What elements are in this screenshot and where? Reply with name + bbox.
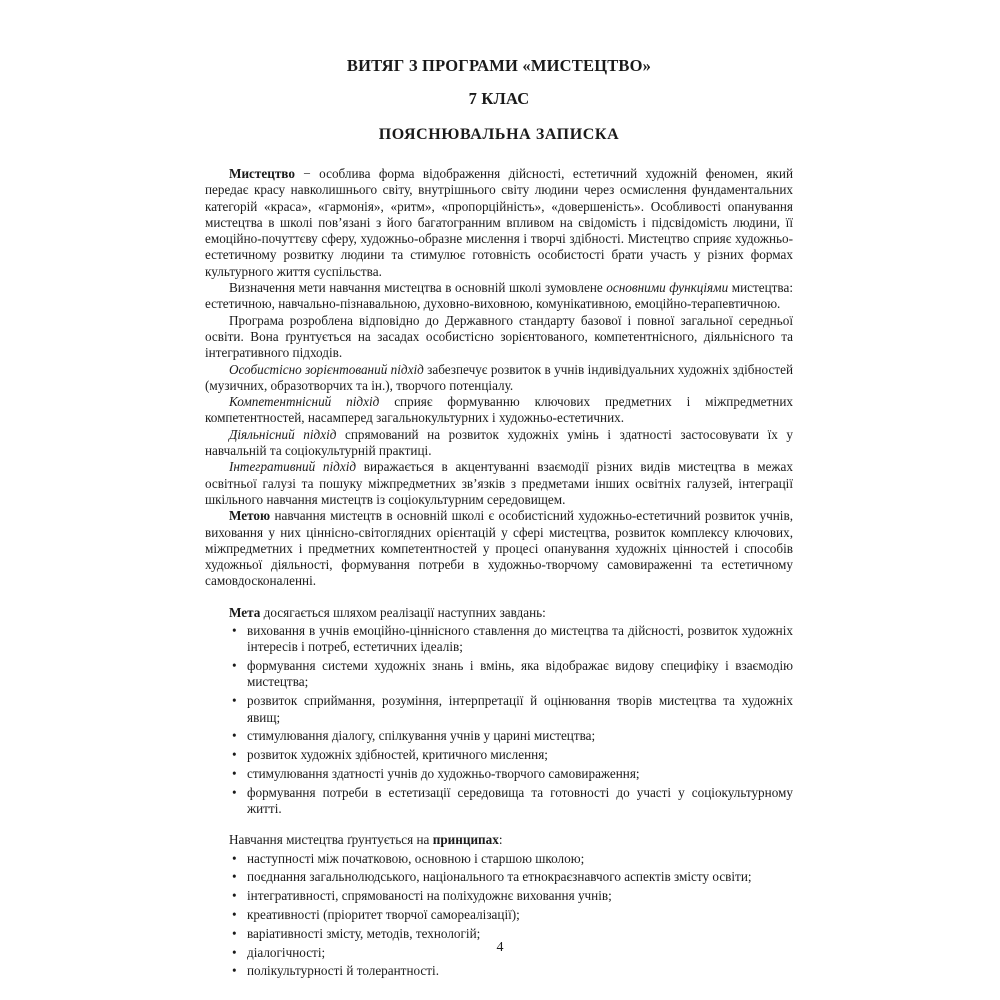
paragraph-art-definition: Мистецтво − особлива форма відображення дійсності, естетичний художній феномен, який передає красу навколишнього світу, внутрішнього світу людини через осмислення фундаментальних категорій «краса», «гармонія», «ритм», «пропорційність», «довершеність». Особливості опанування мистецтва в школі пов’язані з його багатогранним впливом на свідомість і підсвідомість людини, її емоційно-почуттєву сферу, художньо-образне мислення і творчі здібності. Мистецтво сприяє художньо-естетичному розвитку людини та стимулює готовність особистості брати участь у різних формах культурного життя суспільства. <box>205 166 793 279</box>
list-item: • формування потреби в естетизації середовища та готовності до участі у соціокультурному житті. <box>232 784 793 816</box>
principles-list <box>205 851 793 980</box>
list-item: • інтегративності, спрямованості на поліхудожнє виховання учнів; <box>232 888 612 904</box>
term-goal: Метою <box>229 508 271 524</box>
list-item: • полікультурності й толерантності. <box>232 963 440 979</box>
bullet-icon: • <box>232 765 237 781</box>
body-text <box>205 166 793 980</box>
list-item: • креативності (пріоритет творчої самореалізації); <box>232 906 520 922</box>
paragraph-activity-approach: Діяльнісний підхід спрямований на розвиток художніх умінь і здатності застосовувати їх у навчальній та соціокультурній практиці. <box>205 426 794 459</box>
bullet-icon: • <box>232 888 237 904</box>
list-item: • наступності між початковою, основною і старшою школою; <box>232 850 585 866</box>
bullet-icon: • <box>232 850 237 866</box>
bullet-icon: • <box>232 963 237 979</box>
list-item: • стимулювання діалогу, спілкування учнів у царині мистецтва; <box>232 728 596 744</box>
document-title: ВИТЯГ З ПРОГРАМИ «МИСТЕЦТВО» <box>346 56 652 75</box>
goals-list <box>205 623 793 817</box>
bullet-icon: • <box>232 693 237 709</box>
emphasis-functions: основними функціями <box>606 280 729 296</box>
paragraph-personal-approach: Особистісно зорієнтований підхід забезпечує розвиток в учнів індивідуальних художніх здібностей (музичних, образотворчих та ін.), творчого потенціалу. <box>205 361 794 393</box>
list-item: • формування системи художніх знань і вмінь, яка відображає видову специфіку і взаємодію мистецтва; <box>232 658 793 690</box>
bullet-icon: • <box>232 623 237 639</box>
bullet-icon: • <box>232 869 237 885</box>
paragraph-program-basis: Програма розроблена відповідно до Державного стандарту базової і повної загальної середньої освіти. Вона ґрунтується на засадах особистісно зорієнтованого, компетентнісного, діяльнісного та інтегративного підходів. <box>205 312 793 361</box>
list-item: • поєднання загальнолюдського, національного та етнокраєзнавчого аспектів змісту освіти; <box>232 869 752 885</box>
section-heading: ПОЯСНЮВАЛЬНА ЗАПИСКА <box>378 126 620 143</box>
term-art: Мистецтво <box>229 166 295 181</box>
grade-heading: 7 КЛАС <box>468 89 530 108</box>
bullet-icon: • <box>232 944 237 960</box>
bullet-icon: • <box>232 728 237 744</box>
list-item: • діалогічності; <box>232 944 326 960</box>
paragraph-goal: Метою навчання мистецтв в основній школі є особистісний художньо-естетичний розвиток учнів, виховання у них ціннісно-світоглядних орієнтацій у сфері мистецтва, розвиток комплексу ключових, міжпредметних і предметних компетентностей у процесі опанування художніх цінностей і способів художньої діяльності, формування потреби в художньо-творчому самовираженні та естетичному самовдосконаленні. <box>205 508 793 589</box>
list-item: • варіативності змісту, методів, технологій; <box>232 925 481 941</box>
paragraph-functions: Визначення мети навчання мистецтва в основній школі зумовлене основними функціями мистецтва: естетичною, навчально-пізнавальною, духовно-виховною, комунікативною, емоційно-терапевтичною. <box>205 280 793 312</box>
bullet-icon: • <box>232 658 237 674</box>
principles-intro: Навчання мистецтва ґрунтується на принципах: <box>229 832 503 848</box>
paragraph-competence-approach: Компетентнісний підхід сприяє формуванню ключових предметних і міжпредметних компетентностей, насамперед загальнокультурних і художньо-естетичних. <box>205 394 793 426</box>
page-content <box>205 56 793 982</box>
bullet-icon: • <box>232 784 237 800</box>
bullet-icon: • <box>232 925 237 941</box>
bullet-icon: • <box>232 747 237 763</box>
list-item: • стимулювання здатності учнів до художньо-творчого самовираження; <box>232 765 640 781</box>
goals-intro: Мета досягається шляхом реалізації наступних завдань: <box>229 604 546 620</box>
list-item: • розвиток художніх здібностей, критичного мислення; <box>232 747 548 763</box>
paragraph-integrative-approach: Інтегративний підхід виражається в акцентуванні взаємодії різних видів мистецтва в межах освітньої галузі та пошуку міжпредметних зв’язків з предметами інших освітніх галузей, інтеграції шкільного навчання мистецтв із соціокультурним середовищем. <box>205 459 793 507</box>
bullet-icon: • <box>232 906 237 922</box>
list-item: • розвиток сприймання, розуміння, інтерпретації й оцінювання творів мистецтва та художніх явищ; <box>232 693 793 725</box>
page-number: 4 <box>496 940 504 955</box>
list-item: • виховання в учнів емоційно-ціннісного ставлення до мистецтва та дійсності, розвиток художніх інтересів і потреб, естетичних ідеалів; <box>232 623 793 655</box>
